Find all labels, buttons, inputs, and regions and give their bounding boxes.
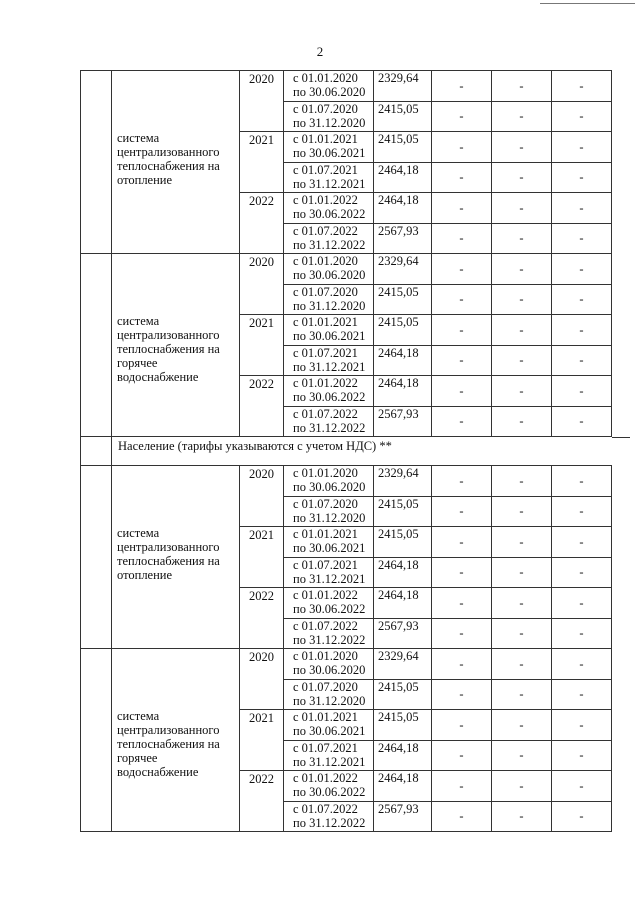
- value-cell-2: -: [492, 649, 552, 680]
- year-cell: 2020: [240, 71, 284, 132]
- period-cell: [284, 466, 374, 497]
- period-from: с 01.07.2021: [293, 740, 358, 755]
- value-cell-1: -: [432, 101, 492, 132]
- value-cell-3: -: [552, 71, 612, 102]
- period-cell: [284, 618, 374, 649]
- value-cell-3: -: [552, 406, 612, 437]
- period-from: с 01.01.2020: [293, 466, 358, 480]
- period-cell: [284, 101, 374, 132]
- value-cell-2: -: [492, 193, 552, 224]
- page-number: 2: [316, 44, 324, 59]
- row-number-cell: [81, 71, 112, 254]
- tariff-row: [81, 466, 612, 497]
- period-from: с 01.07.2021: [293, 557, 358, 572]
- period-from: с 01.01.2020: [293, 649, 358, 663]
- tariff-price: 2415,05: [374, 284, 432, 315]
- period-cell: [284, 496, 374, 527]
- year-cell: 2021: [240, 315, 284, 376]
- period-to: по 30.06.2021: [293, 329, 366, 343]
- value-cell-3: -: [552, 710, 612, 741]
- value-cell-1: -: [432, 193, 492, 224]
- tariff-price: 2567,93: [374, 801, 432, 832]
- value-cell-3: -: [552, 618, 612, 649]
- system-name: система централизованного теплоснабжения на горячее водоснабжение: [112, 649, 240, 832]
- value-cell-2: -: [492, 315, 552, 346]
- system-name: система централизованного теплоснабжения на горячее водоснабжение: [112, 254, 240, 437]
- value-cell-2: -: [492, 496, 552, 527]
- value-cell-2: -: [492, 466, 552, 497]
- value-cell-2: -: [492, 771, 552, 802]
- value-cell-3: -: [552, 315, 612, 346]
- value-cell-3: -: [552, 679, 612, 710]
- tariff-price: 2464,18: [374, 557, 432, 588]
- tariff-price: 2329,64: [374, 649, 432, 680]
- period-to: по 30.06.2020: [293, 663, 366, 677]
- period-from: с 01.01.2021: [293, 315, 358, 329]
- value-cell-3: -: [552, 132, 612, 163]
- value-cell-3: -: [552, 588, 612, 619]
- system-name: система централизованного теплоснабжения на отопление: [112, 466, 240, 649]
- period-to: по 31.12.2020: [293, 298, 366, 313]
- year-cell: 2021: [240, 527, 284, 588]
- period-cell: [284, 557, 374, 588]
- year-cell: 2022: [240, 771, 284, 832]
- value-cell-1: -: [432, 223, 492, 254]
- tariff-price: 2415,05: [374, 315, 432, 346]
- tariff-price: 2415,05: [374, 101, 432, 132]
- period-to: по 31.12.2022: [293, 237, 366, 252]
- period-cell: [284, 710, 374, 741]
- tariff-table: [80, 70, 612, 832]
- value-cell-1: -: [432, 132, 492, 163]
- tariff-price: 2567,93: [374, 618, 432, 649]
- tariff-price: 2415,05: [374, 710, 432, 741]
- value-cell-2: -: [492, 710, 552, 741]
- tariff-price: 2464,18: [374, 740, 432, 771]
- period-to: по 30.06.2021: [293, 724, 366, 738]
- value-cell-1: -: [432, 71, 492, 102]
- period-to: по 31.12.2021: [293, 359, 366, 374]
- section-header: Население (тарифы указываются с учетом НДС) **: [112, 437, 612, 466]
- period-cell: [284, 679, 374, 710]
- period-from: с 01.01.2020: [293, 254, 358, 268]
- tariff-price: 2464,18: [374, 162, 432, 193]
- year-cell: 2021: [240, 710, 284, 771]
- period-from: с 01.01.2020: [293, 71, 358, 85]
- value-cell-2: -: [492, 254, 552, 285]
- period-cell: [284, 315, 374, 346]
- value-cell-1: -: [432, 376, 492, 407]
- value-cell-2: -: [492, 101, 552, 132]
- period-cell: [284, 588, 374, 619]
- period-from: с 01.07.2022: [293, 223, 358, 238]
- value-cell-1: -: [432, 649, 492, 680]
- tariff-price: 2464,18: [374, 345, 432, 376]
- value-cell-1: -: [432, 618, 492, 649]
- value-cell-3: -: [552, 466, 612, 497]
- value-cell-3: -: [552, 649, 612, 680]
- value-cell-2: -: [492, 284, 552, 315]
- period-to: по 31.12.2021: [293, 571, 366, 586]
- period-cell: [284, 740, 374, 771]
- period-cell: [284, 527, 374, 558]
- tariff-price: 2415,05: [374, 132, 432, 163]
- value-cell-1: -: [432, 710, 492, 741]
- value-cell-1: -: [432, 801, 492, 832]
- period-to: по 30.06.2022: [293, 207, 366, 221]
- section-header-row: [81, 437, 612, 466]
- value-cell-2: -: [492, 376, 552, 407]
- value-cell-3: -: [552, 284, 612, 315]
- value-cell-2: -: [492, 223, 552, 254]
- period-to: по 31.12.2022: [293, 632, 366, 647]
- system-name: система централизованного теплоснабжения на отопление: [112, 71, 240, 254]
- tariff-price: 2464,18: [374, 588, 432, 619]
- value-cell-2: -: [492, 679, 552, 710]
- period-from: с 01.07.2020: [293, 496, 358, 511]
- value-cell-2: -: [492, 740, 552, 771]
- value-cell-3: -: [552, 771, 612, 802]
- period-to: по 30.06.2020: [293, 268, 366, 282]
- period-from: с 01.01.2021: [293, 527, 358, 541]
- row-number-cell: [81, 466, 112, 649]
- value-cell-3: -: [552, 801, 612, 832]
- value-cell-2: -: [492, 71, 552, 102]
- year-cell: 2022: [240, 588, 284, 649]
- value-cell-3: -: [552, 162, 612, 193]
- tariff-price: 2464,18: [374, 376, 432, 407]
- period-to: по 31.12.2020: [293, 693, 366, 708]
- value-cell-2: -: [492, 406, 552, 437]
- value-cell-2: -: [492, 588, 552, 619]
- period-from: с 01.07.2020: [293, 284, 358, 299]
- period-cell: [284, 132, 374, 163]
- period-from: с 01.01.2022: [293, 376, 358, 390]
- year-cell: 2022: [240, 193, 284, 254]
- year-cell: 2021: [240, 132, 284, 193]
- value-cell-1: -: [432, 345, 492, 376]
- period-to: по 30.06.2022: [293, 390, 366, 404]
- value-cell-2: -: [492, 618, 552, 649]
- period-cell: [284, 223, 374, 254]
- section-header-extension-line: [612, 437, 630, 438]
- value-cell-1: -: [432, 771, 492, 802]
- period-cell: [284, 71, 374, 102]
- period-to: по 31.12.2022: [293, 420, 366, 435]
- period-cell: [284, 162, 374, 193]
- value-cell-3: -: [552, 254, 612, 285]
- row-number-cell: [81, 649, 112, 832]
- period-from: с 01.07.2022: [293, 618, 358, 633]
- value-cell-2: -: [492, 557, 552, 588]
- tariff-price: 2329,64: [374, 71, 432, 102]
- value-cell-1: -: [432, 527, 492, 558]
- value-cell-3: -: [552, 557, 612, 588]
- period-to: по 30.06.2021: [293, 541, 366, 555]
- value-cell-2: -: [492, 801, 552, 832]
- period-from: с 01.01.2022: [293, 588, 358, 602]
- period-from: с 01.07.2021: [293, 345, 358, 360]
- period-to: по 31.12.2021: [293, 754, 366, 769]
- value-cell-3: -: [552, 527, 612, 558]
- tariff-price: 2464,18: [374, 771, 432, 802]
- value-cell-1: -: [432, 679, 492, 710]
- period-from: с 01.07.2020: [293, 679, 358, 694]
- value-cell-1: -: [432, 315, 492, 346]
- tariff-price: 2464,18: [374, 193, 432, 224]
- period-from: с 01.07.2020: [293, 101, 358, 116]
- year-cell: 2020: [240, 254, 284, 315]
- value-cell-1: -: [432, 466, 492, 497]
- value-cell-1: -: [432, 162, 492, 193]
- period-cell: [284, 376, 374, 407]
- corner-mark: [540, 3, 635, 4]
- period-to: по 31.12.2020: [293, 115, 366, 130]
- value-cell-1: -: [432, 557, 492, 588]
- tariff-price: 2567,93: [374, 223, 432, 254]
- year-cell: 2020: [240, 466, 284, 527]
- value-cell-2: -: [492, 345, 552, 376]
- period-cell: [284, 649, 374, 680]
- value-cell-3: -: [552, 223, 612, 254]
- tariff-row: [81, 254, 612, 285]
- period-to: по 31.12.2020: [293, 510, 366, 525]
- period-to: по 30.06.2020: [293, 85, 366, 99]
- tariff-price: 2415,05: [374, 679, 432, 710]
- period-to: по 30.06.2021: [293, 146, 366, 160]
- row-number-cell: [81, 437, 112, 466]
- period-cell: [284, 801, 374, 832]
- period-cell: [284, 771, 374, 802]
- period-to: по 31.12.2022: [293, 815, 366, 830]
- value-cell-3: -: [552, 496, 612, 527]
- period-to: по 31.12.2021: [293, 176, 366, 191]
- value-cell-1: -: [432, 406, 492, 437]
- period-cell: [284, 406, 374, 437]
- year-cell: 2020: [240, 649, 284, 710]
- value-cell-3: -: [552, 740, 612, 771]
- tariff-price: 2329,64: [374, 466, 432, 497]
- period-from: с 01.07.2022: [293, 801, 358, 816]
- value-cell-1: -: [432, 496, 492, 527]
- value-cell-3: -: [552, 376, 612, 407]
- period-from: с 01.01.2022: [293, 193, 358, 207]
- period-to: по 30.06.2022: [293, 785, 366, 799]
- period-from: с 01.01.2021: [293, 710, 358, 724]
- tariff-price: 2329,64: [374, 254, 432, 285]
- period-cell: [284, 193, 374, 224]
- row-number-cell: [81, 254, 112, 437]
- year-cell: 2022: [240, 376, 284, 437]
- value-cell-1: -: [432, 284, 492, 315]
- value-cell-1: -: [432, 588, 492, 619]
- period-from: с 01.01.2022: [293, 771, 358, 785]
- period-to: по 30.06.2020: [293, 480, 366, 494]
- value-cell-2: -: [492, 132, 552, 163]
- period-from: с 01.01.2021: [293, 132, 358, 146]
- value-cell-3: -: [552, 345, 612, 376]
- period-from: с 01.07.2021: [293, 162, 358, 177]
- value-cell-2: -: [492, 527, 552, 558]
- value-cell-2: -: [492, 162, 552, 193]
- value-cell-3: -: [552, 193, 612, 224]
- tariff-price: 2567,93: [374, 406, 432, 437]
- tariff-price: 2415,05: [374, 496, 432, 527]
- period-to: по 30.06.2022: [293, 602, 366, 616]
- tariff-price: 2415,05: [374, 527, 432, 558]
- tariff-row: [81, 649, 612, 680]
- value-cell-3: -: [552, 101, 612, 132]
- period-cell: [284, 345, 374, 376]
- period-from: с 01.07.2022: [293, 406, 358, 421]
- period-cell: [284, 254, 374, 285]
- value-cell-1: -: [432, 254, 492, 285]
- value-cell-1: -: [432, 740, 492, 771]
- tariff-row: [81, 71, 612, 102]
- period-cell: [284, 284, 374, 315]
